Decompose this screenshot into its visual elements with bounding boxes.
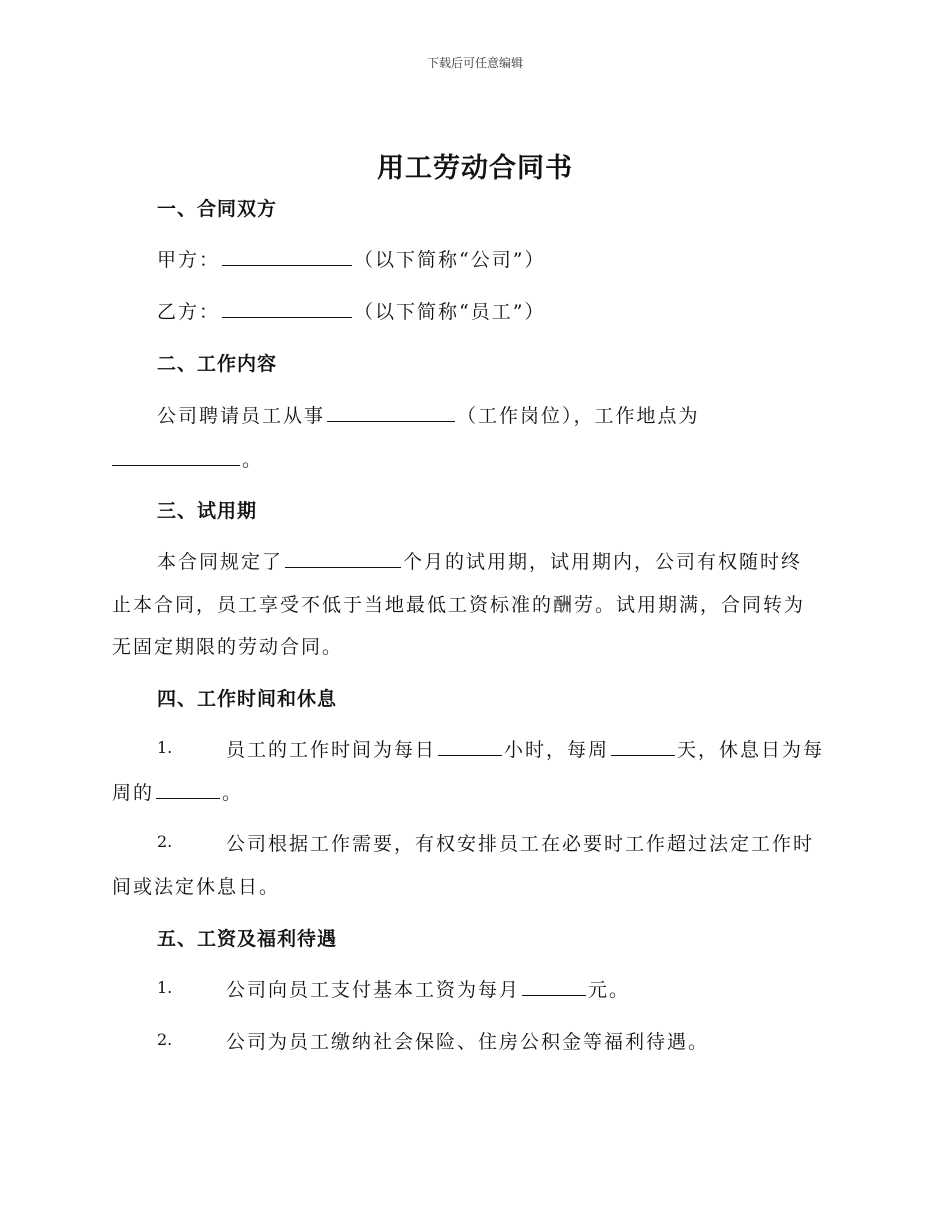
party-b-label: 乙方： <box>157 301 221 323</box>
section-4-heading: 四、工作时间和休息 <box>157 688 338 710</box>
probation-line-1 <box>157 547 802 574</box>
restday-blank <box>156 780 220 799</box>
work-location-blank <box>112 447 240 466</box>
job-line-2 <box>112 445 263 472</box>
worktime-text-d: 周的 <box>112 782 155 804</box>
section-1-heading: 一、合同双方 <box>157 198 278 220</box>
party-a-label: 甲方： <box>157 249 221 271</box>
party-a-blank <box>222 247 352 266</box>
overtime-line-2: 间或法定休息日。 <box>112 876 281 898</box>
item-number: 2. <box>157 832 173 851</box>
salary-text-a: 公司向员工支付基本工资为每月 <box>226 979 521 1001</box>
probation-line-3: 无固定期限的劳动合同。 <box>112 636 344 658</box>
salary-line <box>226 975 630 1002</box>
worktime-line-1 <box>226 735 824 762</box>
probation-text-a: 本合同规定了 <box>157 551 284 573</box>
salary-blank <box>522 977 586 996</box>
worktime-text-b: 小时，每周 <box>504 739 610 761</box>
overtime-line-1: 公司根据工作需要，有权安排员工在必要时工作超过法定工作时 <box>226 833 815 855</box>
job-line-1 <box>157 401 700 428</box>
party-b-blank <box>222 299 352 318</box>
item-number: 1. <box>157 738 173 757</box>
party-b-line <box>157 297 545 324</box>
party-b-suffix: （以下简称“员工”） <box>354 301 546 323</box>
party-a-line <box>157 245 545 272</box>
item-number: 2. <box>157 1030 173 1049</box>
section-5-heading: 五、工资及福利待遇 <box>157 928 338 950</box>
hours-blank <box>438 737 502 756</box>
party-a-suffix: （以下简称“公司”） <box>354 249 546 271</box>
section-3-heading: 三、试用期 <box>157 500 258 522</box>
probation-line-2: 止本合同，员工享受不低于当地最低工资标准的酬劳。试用期满，合同转为 <box>112 594 806 616</box>
section-2-heading: 二、工作内容 <box>157 353 278 375</box>
job-line-end: 。 <box>242 449 264 471</box>
probation-text-b: 个月的试用期，试用期内，公司有权随时终 <box>403 551 803 573</box>
job-position-blank <box>327 403 455 422</box>
job-location-text: （工作岗位），工作地点为 <box>457 405 700 427</box>
probation-months-blank <box>285 549 401 568</box>
days-blank <box>611 737 675 756</box>
document-title: 用工劳动合同书 <box>377 153 573 184</box>
benefits-line: 公司为员工缴纳社会保险、住房公积金等福利待遇。 <box>226 1031 710 1053</box>
worktime-line-2 <box>112 778 243 805</box>
worktime-text-a: 员工的工作时间为每日 <box>226 739 437 761</box>
salary-text-b: 元。 <box>588 979 631 1001</box>
worktime-text-c: 天，休息日为每 <box>677 739 825 761</box>
worktime-text-e: 。 <box>222 782 244 804</box>
page-header: 下载后可任意编辑 <box>426 56 523 70</box>
job-text: 公司聘请员工从事 <box>157 405 326 427</box>
item-number: 1. <box>157 978 173 997</box>
